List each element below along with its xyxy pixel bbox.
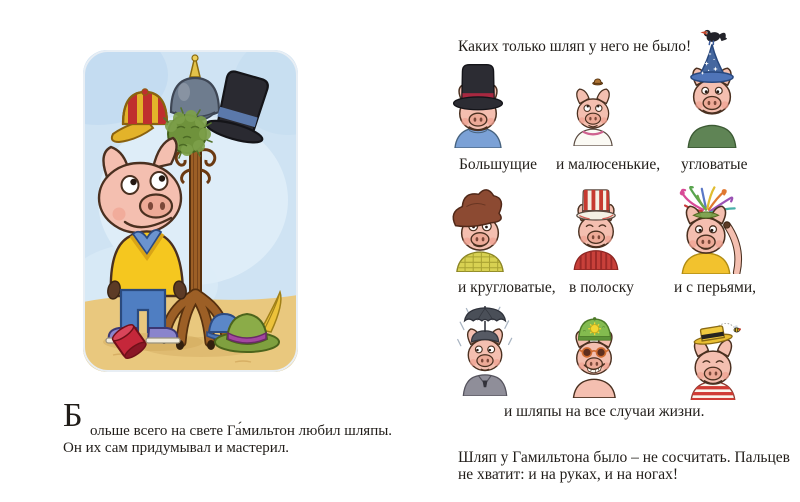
caption-tiny: и малюсенькие, (556, 156, 661, 173)
pig-portrait-wizard-hat (678, 28, 746, 148)
tiny-brown-hat (593, 79, 603, 85)
pig-portrait-striped-hat (564, 186, 628, 270)
right-page-paragraph (458, 449, 790, 484)
pink-shoulders (574, 379, 616, 398)
pig-portrait-big-top-hat (444, 60, 512, 148)
sun-emblem (590, 325, 598, 333)
floppy-brown-hat (453, 190, 501, 227)
paragraph-line1: Шляп у Гамильтона было – не сосчитать. Пальцев (458, 448, 790, 466)
caption-angular: угловатые (681, 156, 748, 173)
yellow-shirt (682, 253, 729, 274)
pig-portrait-boater (680, 322, 746, 400)
pig-portrait-feathers (664, 186, 748, 274)
left-text-line2: Он их сам придумывал и мастерил. (63, 440, 290, 456)
pig-portrait-umbrella-hat (454, 306, 516, 396)
left-page-text (63, 423, 408, 457)
red-white-striped-top-hat (577, 189, 615, 220)
crow (700, 30, 727, 45)
right-page-title: Каких только шляп у него не было! (458, 37, 692, 55)
caption-striped: в полоску (569, 279, 634, 296)
paragraph-line2: не хватит: и на руках, и на ногах! (458, 466, 679, 483)
hatstand-illustration (83, 50, 298, 372)
white-shirt (574, 129, 612, 146)
raised-arm (727, 225, 738, 272)
caption-huge: Большущие (459, 156, 538, 173)
green-sun-cap (579, 317, 611, 340)
pig-portrait-sun-cap (562, 310, 626, 398)
wizard-hat (691, 44, 733, 82)
pig-portrait-tiny-hat (564, 78, 622, 146)
caption-all-occasions: и шляпы на все случаи жизни. (504, 403, 705, 420)
pig-and-hat-stand-scene (83, 50, 298, 372)
caption-roundish: и кругловатые, (458, 279, 556, 296)
caption-feathered: и с перьями, (674, 279, 757, 296)
green-shirt (688, 125, 736, 147)
pig-portrait-floppy-hat (446, 186, 514, 272)
left-text-line1: ольше всего на свете Га́мильтон любил шляпы. (90, 423, 393, 439)
drop-cap: Б (63, 397, 83, 434)
